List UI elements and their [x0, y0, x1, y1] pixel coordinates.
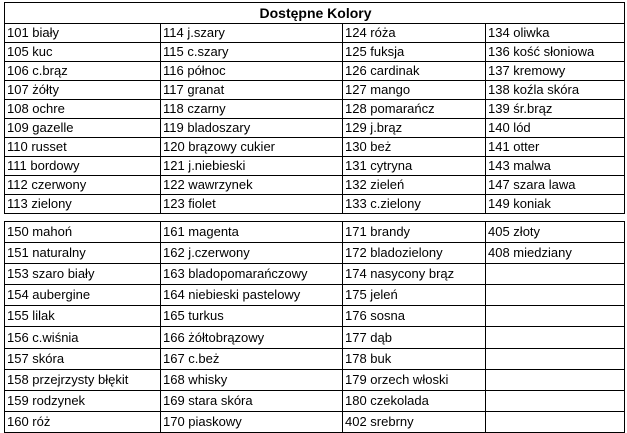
color-cell: [486, 306, 625, 327]
table-row: [5, 306, 625, 327]
color-cell: 109 gazelle: [5, 119, 161, 138]
color-cell: 151 naturalny: [5, 243, 161, 264]
table-row: [5, 243, 625, 264]
color-cell: 121 j.niebieski: [161, 157, 343, 176]
color-cell: [486, 285, 625, 306]
color-cell: [486, 390, 625, 411]
color-cell: 150 mahoń: [5, 222, 161, 243]
color-cell: 105 kuc: [5, 43, 161, 62]
color-cell: 178 buk: [343, 348, 486, 369]
color-cell: [486, 411, 625, 432]
color-cell: 168 whisky: [161, 369, 343, 390]
color-cell: 170 piaskowy: [161, 411, 343, 432]
color-cell: 147 szara lawa: [486, 176, 625, 195]
table-row: [5, 24, 625, 43]
table-row: [5, 222, 625, 243]
color-cell: 132 zieleń: [343, 176, 486, 195]
table-row: [5, 327, 625, 348]
color-cell: 175 jeleń: [343, 285, 486, 306]
color-cell: 157 skóra: [5, 348, 161, 369]
table-row: [5, 411, 625, 432]
color-cell: 154 aubergine: [5, 285, 161, 306]
color-cell: 139 śr.brąz: [486, 100, 625, 119]
color-cell: 131 cytryna: [343, 157, 486, 176]
table-row: [5, 157, 625, 176]
color-cell: 108 ochre: [5, 100, 161, 119]
color-cell: 180 czekolada: [343, 390, 486, 411]
color-cell: 113 zielony: [5, 195, 161, 214]
color-cell: 143 malwa: [486, 157, 625, 176]
color-cell: 124 róża: [343, 24, 486, 43]
color-cell: 141 otter: [486, 138, 625, 157]
color-cell: [486, 348, 625, 369]
color-cell: 107 żółty: [5, 81, 161, 100]
color-cell: [486, 264, 625, 285]
color-cell: 174 nasycony brąz: [343, 264, 486, 285]
color-cell: 163 bladopomarańczowy: [161, 264, 343, 285]
title-row: [5, 3, 625, 24]
table-row: [5, 176, 625, 195]
color-cell: 118 czarny: [161, 100, 343, 119]
table-row: [5, 195, 625, 214]
color-cell: 138 koźla skóra: [486, 81, 625, 100]
color-cell: 130 beż: [343, 138, 486, 157]
color-cell: 171 brandy: [343, 222, 486, 243]
color-sheet: [4, 2, 624, 433]
color-cell: 114 j.szary: [161, 24, 343, 43]
color-cell: 128 pomarańcz: [343, 100, 486, 119]
table-row: [5, 138, 625, 157]
color-cell: 402 srebrny: [343, 411, 486, 432]
color-cell: 125 fuksja: [343, 43, 486, 62]
table-row: [5, 81, 625, 100]
color-cell: 120 brązowy cukier: [161, 138, 343, 157]
table-row: [5, 62, 625, 81]
color-cell: 179 orzech włoski: [343, 369, 486, 390]
color-cell: 106 c.brąz: [5, 62, 161, 81]
color-cell: 153 szaro biały: [5, 264, 161, 285]
color-cell: 122 wawrzynek: [161, 176, 343, 195]
color-cell: 167 c.beż: [161, 348, 343, 369]
color-cell: 156 c.wiśnia: [5, 327, 161, 348]
color-cell: 176 sosna: [343, 306, 486, 327]
color-cell: [486, 369, 625, 390]
color-cell: 133 c.zielony: [343, 195, 486, 214]
color-cell: 101 biały: [5, 24, 161, 43]
color-cell: [486, 327, 625, 348]
table-row: [5, 264, 625, 285]
color-cell: 126 cardinak: [343, 62, 486, 81]
table-row: [5, 100, 625, 119]
table-row: [5, 369, 625, 390]
color-cell: 127 mango: [343, 81, 486, 100]
table-row: [5, 390, 625, 411]
page-title: Dostępne Kolory: [5, 3, 625, 24]
color-cell: 155 lilak: [5, 306, 161, 327]
color-cell: 177 dąb: [343, 327, 486, 348]
color-cell: 129 j.brąz: [343, 119, 486, 138]
color-cell: 110 russet: [5, 138, 161, 157]
color-cell: 161 magenta: [161, 222, 343, 243]
color-cell: 117 granat: [161, 81, 343, 100]
color-cell: 112 czerwony: [5, 176, 161, 195]
color-cell: 166 żółtobrązowy: [161, 327, 343, 348]
table-row: [5, 348, 625, 369]
table-row: [5, 119, 625, 138]
color-cell: 116 północ: [161, 62, 343, 81]
table-row: [5, 285, 625, 306]
color-cell: 149 koniak: [486, 195, 625, 214]
color-cell: 169 stara skóra: [161, 390, 343, 411]
color-cell: 158 przejrzysty błękit: [5, 369, 161, 390]
colors-table-bottom: [4, 221, 625, 433]
color-cell: 137 kremowy: [486, 62, 625, 81]
color-cell: 405 złoty: [486, 222, 625, 243]
color-cell: 140 lód: [486, 119, 625, 138]
color-cell: 162 j.czerwony: [161, 243, 343, 264]
color-cell: 119 bladoszary: [161, 119, 343, 138]
color-cell: 111 bordowy: [5, 157, 161, 176]
table-row: [5, 43, 625, 62]
color-cell: 123 fiolet: [161, 195, 343, 214]
color-cell: 159 rodzynek: [5, 390, 161, 411]
color-cell: 172 bladozielony: [343, 243, 486, 264]
color-cell: 165 turkus: [161, 306, 343, 327]
color-cell: 134 oliwka: [486, 24, 625, 43]
color-cell: 408 miedziany: [486, 243, 625, 264]
color-cell: 164 niebieski pastelowy: [161, 285, 343, 306]
color-cell: 115 c.szary: [161, 43, 343, 62]
color-cell: 160 róż: [5, 411, 161, 432]
colors-table-top: [4, 2, 625, 214]
color-cell: 136 kość słoniowa: [486, 43, 625, 62]
